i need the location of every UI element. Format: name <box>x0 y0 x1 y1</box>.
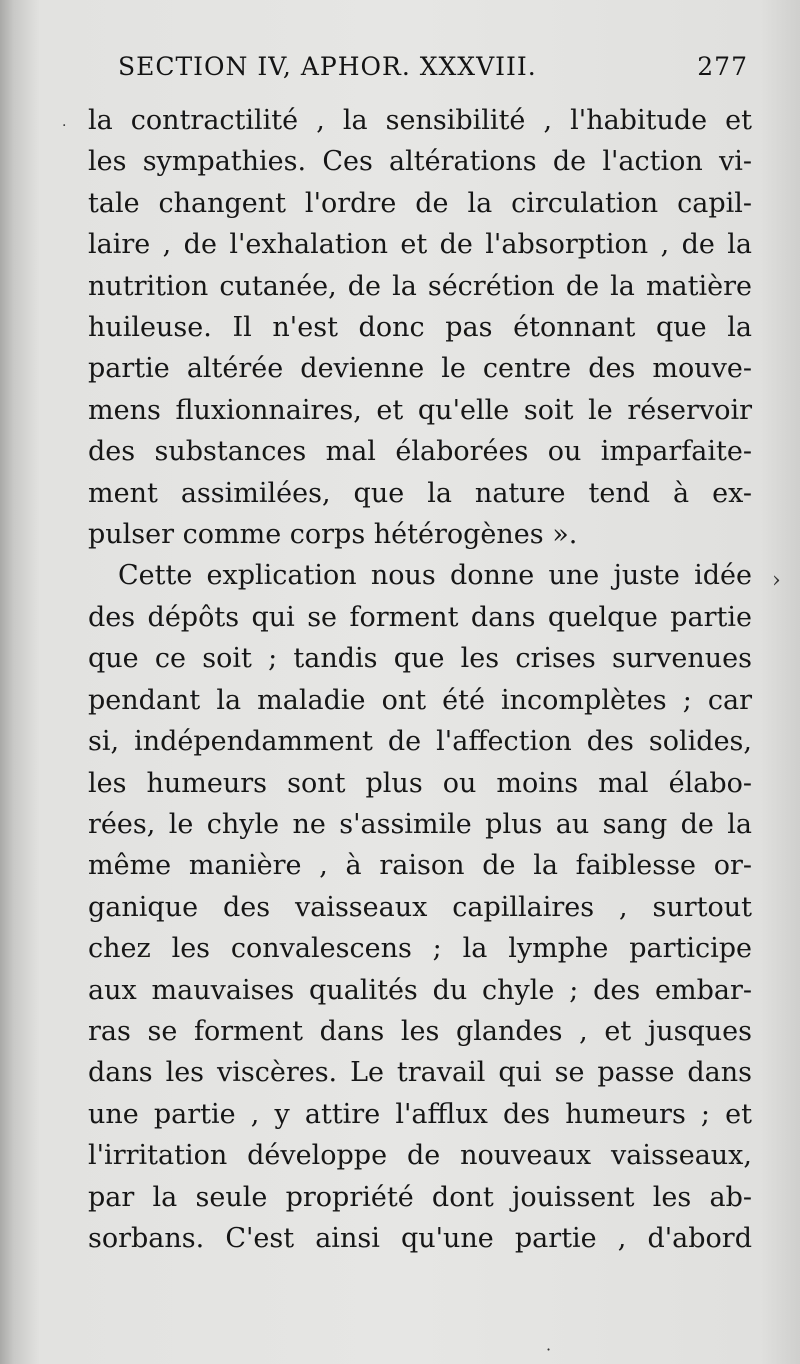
text-line: les sympathies. Ces altérations de l'action vi- <box>88 146 752 178</box>
body-text <box>88 100 752 1259</box>
text-line: même manière , à raison de la faiblesse or- <box>88 850 752 882</box>
text-line: les humeurs sont plus ou moins mal élabo- <box>88 767 752 799</box>
page-number: 277 <box>697 52 748 81</box>
text-line: que ce soit ; tandis que les crises survenues <box>88 643 752 675</box>
text-line: ment assimilées, que la nature tend à ex- <box>88 477 752 509</box>
ink-speck: · <box>62 118 67 134</box>
margin-mark: › <box>772 568 781 593</box>
running-head <box>118 52 748 81</box>
text-line: partie altérée devienne le centre des mouve- <box>88 353 752 385</box>
paragraph-start-line: Cette explication nous donne une juste idée <box>118 560 752 592</box>
text-line: nutrition cutanée, de la sécrétion de la matière <box>88 270 752 302</box>
text-line: par la seule propriété dont jouissent les ab- <box>88 1181 752 1213</box>
text-line: aux mauvaises qualités du chyle ; des embar- <box>88 974 752 1006</box>
text-line: la contractilité , la sensibilité , l'habitude et <box>88 105 752 136</box>
section-heading: SECTION IV, APHOR. XXXVIII. <box>118 52 537 81</box>
text-line: laire , de l'exhalation et de l'absorption , de la <box>88 229 752 261</box>
text-line: mens fluxionnaires, et qu'elle soit le réservoir <box>88 394 752 426</box>
text-line: si, indépendamment de l'affection des solides, <box>88 726 752 758</box>
text-line: des dépôts qui se forment dans quelque partie <box>88 601 752 633</box>
text-line: rées, le chyle ne s'assimile plus au sang de la <box>88 808 752 840</box>
paragraph-end-line: pulser comme corps hétérogènes ». <box>88 519 578 551</box>
text-line: ras se forment dans les glandes , et jusques <box>88 1015 752 1047</box>
text-line: chez les convalescens ; la lymphe participe <box>88 933 752 965</box>
text-line: pendant la maladie ont été incomplètes ; car <box>88 684 752 716</box>
text-line: des substances mal élaborées ou imparfaite- <box>88 436 752 468</box>
ink-speck: · <box>546 1340 552 1359</box>
text-line: l'irritation développe de nouveaux vaisseaux, <box>88 1140 752 1172</box>
text-line: tale changent l'ordre de la circulation capil- <box>88 187 752 219</box>
text-line: une partie , y attire l'afflux des humeurs ; et <box>88 1098 752 1130</box>
text-line: dans les viscères. Le travail qui se passe dans <box>88 1057 752 1089</box>
text-line: ganique des vaisseaux capillaires , surtout <box>88 891 752 923</box>
text-line: sorbans. C'est ainsi qu'une partie , d'abord <box>88 1222 752 1254</box>
text-line: huileuse. Il n'est donc pas étonnant que la <box>88 312 752 344</box>
